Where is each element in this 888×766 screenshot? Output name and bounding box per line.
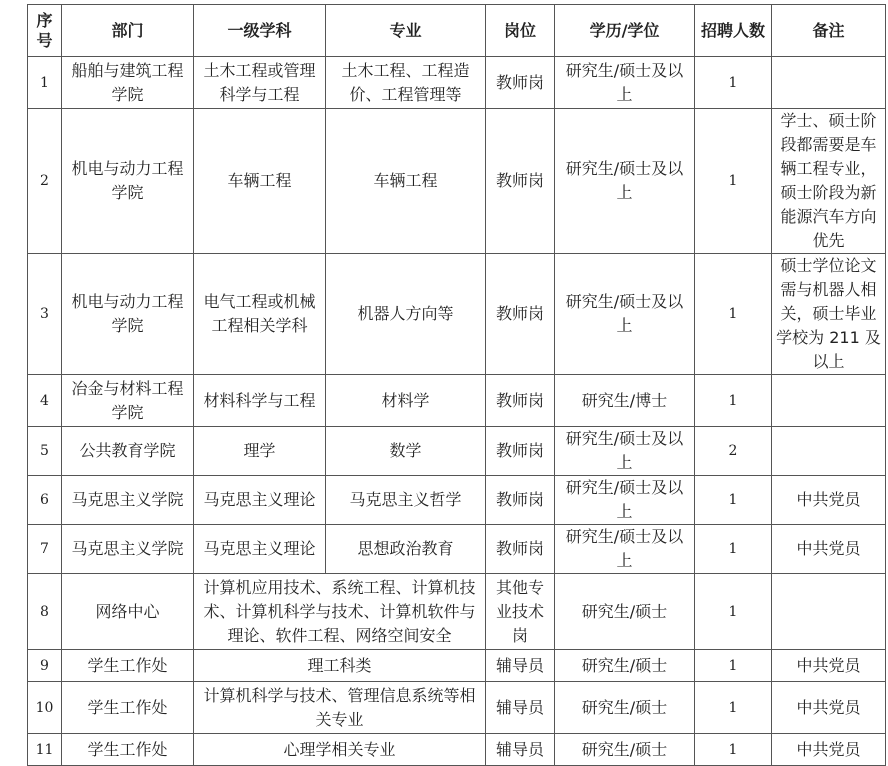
post: 辅导员	[486, 682, 555, 734]
header-cell: 一级学科	[194, 5, 326, 57]
note: 中共党员	[772, 682, 886, 734]
post: 教师岗	[486, 525, 555, 574]
discipline-major-merged: 心理学相关专业	[194, 734, 486, 766]
department: 网络中心	[62, 574, 194, 650]
major: 土木工程、工程造价、工程管理等	[326, 57, 486, 109]
post: 教师岗	[486, 254, 555, 375]
major: 思想政治教育	[326, 525, 486, 574]
note	[772, 375, 886, 427]
discipline: 理学	[194, 427, 326, 476]
department: 马克思主义学院	[62, 525, 194, 574]
note	[772, 427, 886, 476]
headcount: 1	[695, 734, 772, 766]
post: 其他专业技术岗	[486, 574, 555, 650]
note: 中共党员	[772, 650, 886, 682]
row-number: 4	[28, 375, 62, 427]
table-row	[28, 574, 886, 650]
note: 学士、硕士阶段都需要是车辆工程专业，硕士阶段为新能源汽车方向优先	[772, 109, 886, 254]
header-row	[28, 5, 886, 57]
department: 船舶与建筑工程学院	[62, 57, 194, 109]
note: 中共党员	[772, 476, 886, 525]
row-number: 1	[28, 57, 62, 109]
table-row	[28, 525, 886, 574]
discipline: 材料科学与工程	[194, 375, 326, 427]
discipline-major-merged: 计算机科学与技术、管理信息系统等相关专业	[194, 682, 486, 734]
department: 学生工作处	[62, 650, 194, 682]
row-number: 3	[28, 254, 62, 375]
row-number: 7	[28, 525, 62, 574]
discipline-major-merged: 理工科类	[194, 650, 486, 682]
department: 冶金与材料工程学院	[62, 375, 194, 427]
department: 马克思主义学院	[62, 476, 194, 525]
post: 辅导员	[486, 734, 555, 766]
department: 学生工作处	[62, 734, 194, 766]
degree: 研究生/硕士及以上	[555, 525, 695, 574]
discipline: 土木工程或管理科学与工程	[194, 57, 326, 109]
discipline-major-merged: 计算机应用技术、系统工程、计算机技术、计算机科学与技术、计算机软件与理论、软件工程、网络空间安全	[194, 574, 486, 650]
post: 教师岗	[486, 476, 555, 525]
headcount: 1	[695, 375, 772, 427]
note: 中共党员	[772, 525, 886, 574]
headcount: 1	[695, 682, 772, 734]
major: 车辆工程	[326, 109, 486, 254]
table-row	[28, 57, 886, 109]
headcount: 1	[695, 650, 772, 682]
table-row	[28, 682, 886, 734]
major: 数学	[326, 427, 486, 476]
row-number: 6	[28, 476, 62, 525]
degree: 研究生/硕士及以上	[555, 427, 695, 476]
row-number: 5	[28, 427, 62, 476]
degree: 研究生/硕士及以上	[555, 254, 695, 375]
degree: 研究生/硕士	[555, 682, 695, 734]
note: 硕士学位论文需与机器人相关，硕士毕业学校为 211 及以上	[772, 254, 886, 375]
degree: 研究生/硕士	[555, 734, 695, 766]
row-number: 10	[28, 682, 62, 734]
headcount: 1	[695, 476, 772, 525]
degree: 研究生/硕士	[555, 650, 695, 682]
headcount: 2	[695, 427, 772, 476]
degree: 研究生/博士	[555, 375, 695, 427]
table-row	[28, 375, 886, 427]
header-cell: 岗位	[486, 5, 555, 57]
discipline: 电气工程或机械工程相关学科	[194, 254, 326, 375]
headcount: 1	[695, 254, 772, 375]
header-cell: 学历/学位	[555, 5, 695, 57]
row-number: 11	[28, 734, 62, 766]
major: 机器人方向等	[326, 254, 486, 375]
department: 学生工作处	[62, 682, 194, 734]
recruitment-table	[27, 4, 886, 766]
headcount: 1	[695, 109, 772, 254]
table-row	[28, 427, 886, 476]
note: 中共党员	[772, 734, 886, 766]
header-cell: 备注	[772, 5, 886, 57]
headcount: 1	[695, 525, 772, 574]
row-number: 2	[28, 109, 62, 254]
header-cell: 部门	[62, 5, 194, 57]
headcount: 1	[695, 57, 772, 109]
headcount: 1	[695, 574, 772, 650]
degree: 研究生/硕士及以上	[555, 109, 695, 254]
recruitment-table-container	[27, 4, 886, 766]
major: 马克思主义哲学	[326, 476, 486, 525]
table-row	[28, 650, 886, 682]
row-number: 9	[28, 650, 62, 682]
row-number: 8	[28, 574, 62, 650]
header-cell: 序号	[28, 5, 62, 57]
discipline: 马克思主义理论	[194, 525, 326, 574]
note	[772, 574, 886, 650]
department: 公共教育学院	[62, 427, 194, 476]
table-row	[28, 476, 886, 525]
post: 教师岗	[486, 57, 555, 109]
department: 机电与动力工程学院	[62, 109, 194, 254]
discipline: 马克思主义理论	[194, 476, 326, 525]
major: 材料学	[326, 375, 486, 427]
degree: 研究生/硕士	[555, 574, 695, 650]
header-cell: 专业	[326, 5, 486, 57]
discipline: 车辆工程	[194, 109, 326, 254]
note	[772, 57, 886, 109]
header-cell: 招聘人数	[695, 5, 772, 57]
post: 辅导员	[486, 650, 555, 682]
post: 教师岗	[486, 375, 555, 427]
department: 机电与动力工程学院	[62, 254, 194, 375]
table-row	[28, 254, 886, 375]
table-row	[28, 734, 886, 766]
degree: 研究生/硕士及以上	[555, 476, 695, 525]
post: 教师岗	[486, 109, 555, 254]
table-row	[28, 109, 886, 254]
post: 教师岗	[486, 427, 555, 476]
degree: 研究生/硕士及以上	[555, 57, 695, 109]
